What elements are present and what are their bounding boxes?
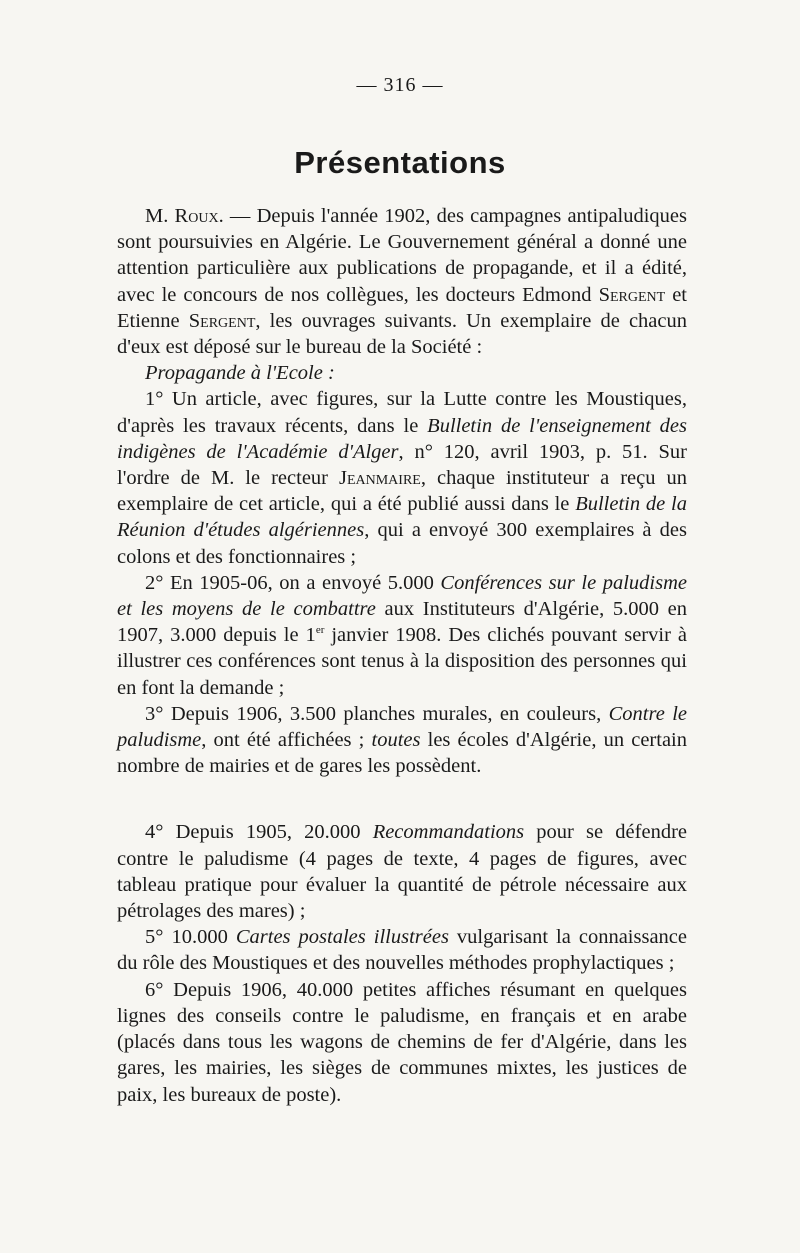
page-title: Présentations [294,145,506,180]
text-segment: 5° 10.000 [145,926,236,949]
list-item-6 [117,977,687,1108]
text-segment: 1° Un article, avec figures, sur la Lutte contre les Moustiques, d'après les travaux récents, dans le [117,388,687,437]
paragraph-gap [117,779,687,819]
publication-title: Recommandations [372,821,525,844]
text-segment: , les ouvrages suivants. Un exemplaire de chacun d'eux est déposé sur le bureau de la Société : [117,309,687,359]
speaker-name: M. Roux. [145,205,224,227]
text-segment: — Depuis l'année 1902, des campagnes antipaludiques sont poursuivies en Algérie. Le Gouvernement général a donné une attention particulière aux publications de propagande, et il a édité, avec le concours de nos collègues, les docteurs Edmond [117,205,688,306]
text-segment: pour se défendre contre le paludisme (4 pages de texte, 4 pages de figures, avec tableau pratique pour évaluer la quantité de pétrole nécessaire aux pétrolages des mares) ; [117,821,687,923]
text-segment: 2° En 1905-06, on a envoyé 5.000 [145,571,441,594]
text-segment: , ont été affichées ; [201,729,372,752]
text-segment: , n° 120, avril 1903, p. 51. Sur l'ordre de M. le recteur [117,440,687,490]
journal-title: Bulletin de l'enseignement des indigènes de l'Académie d'Alger [117,414,687,463]
page-number: — 316 — [356,74,444,96]
text-segment: aux Instituteurs d'Algérie, 5.000 en 1907, 3.000 depuis le 1 [117,598,687,647]
publication-title: Conférences sur le paludisme et les moyens de le combattre [117,571,687,621]
text-segment: et Etienne [117,283,687,332]
emphasis: toutes [371,729,421,752]
text-segment: janvier 1908. Des clichés pouvant servir à illustrer ces conférences sont tenus à la disposition des personnes qui en font la demande ; [117,624,687,699]
text-segment: les écoles d'Algérie, un certain nombre de mairies et de gares les possèdent. [117,729,687,778]
person-name: Sergent [598,283,666,306]
article-body [117,203,687,1108]
journal-title: Bulletin de la Réunion d'études algériennes [117,493,687,542]
paragraph-intro [117,203,687,360]
text-segment: vulgarisant la connaissance du rôle des Moustiques et des nouvelles méthodes prophylactiques ; [117,926,687,975]
person-name: Jeanmaire [338,467,421,490]
list-item-1 [117,386,687,569]
list-item-5 [117,924,687,976]
person-name: Sergent [188,309,256,332]
text-segment: 4° Depuis 1905, 20.000 [145,821,373,844]
list-item-3 [117,701,687,780]
publication-title: Contre le paludisme [117,702,688,752]
list-item-4 [117,819,687,924]
ordinal-superscript: er [315,624,325,637]
text-segment: 3° Depuis 1906, 3.500 planches murales, en couleurs, [145,702,609,725]
text-segment: 6° Depuis 1906, 40.000 petites affiches résumant en quelques lignes des conseils contre le paludisme, en français et en arabe (placés dans tous les wagons de chemins de fer d'Algérie, dans les gares, les mairies, les sièges de communes mixtes, les justices de paix, les bureaux de poste). [117,978,687,1106]
section-heading: Propagande à l'Ecole : [145,362,335,385]
text-segment: , chaque instituteur a reçu un exemplaire de cet article, qui a été publié aussi dans le [117,467,687,516]
text-segment: , qui a envoyé 300 exemplaires à des colons et des fonctionnaires ; [117,519,687,568]
list-item-2 [117,570,687,701]
publication-title: Cartes postales illustrées [235,926,449,949]
